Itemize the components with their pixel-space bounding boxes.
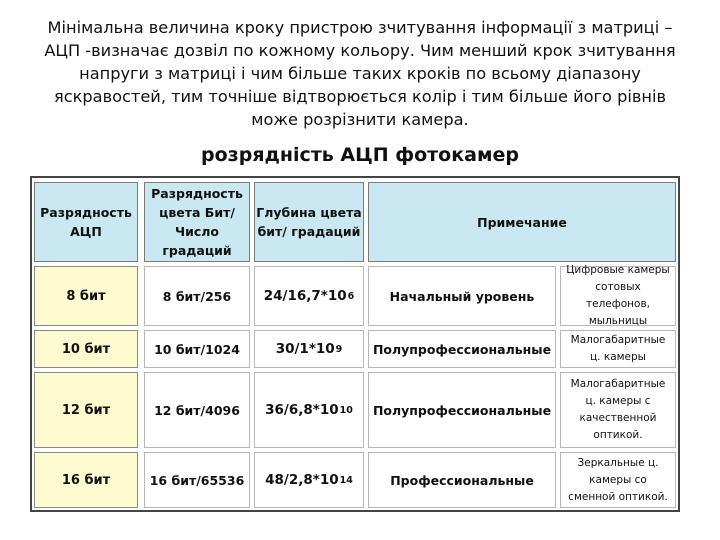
intro-paragraph: Мінімальна величина кроку пристрою зчитування інформації з матриці – АЦП -визначає дозвіл по кожному кольору. Чим менший крок зчитування напруги з матриці і чим більше таких кроків по всьому діапазону яскравостей, тим точніше відтворюється колір і тим більше його рівнів може розрізнити камера. — [44, 18, 676, 129]
table-row-2-adc: 10 бит — [34, 330, 138, 368]
table-row-2-depth-exp: 9 — [335, 343, 343, 355]
header-color-bits: Разрядность цвета Бит/Число градаций — [144, 182, 250, 262]
header-adc: Разрядность АЦП — [34, 182, 138, 262]
table-row-2-color: 10 бит/1024 — [144, 330, 250, 368]
table-row-2-note: Малогабаритные ц. камеры — [560, 330, 676, 368]
table-row-4-adc: 16 бит — [34, 452, 138, 508]
table-row-1-note: Цифровые камеры сотовых телефонов, мыльницы — [560, 266, 676, 326]
table-row-4-level: Профессиональные — [368, 452, 556, 508]
table-row-4-color: 16 бит/65536 — [144, 452, 250, 508]
table-row-2-level: Полупрофессиональные — [368, 330, 556, 368]
table-row-4-depth — [254, 452, 364, 508]
table-row-1-level: Начальный уровень — [368, 266, 556, 326]
header-note: Примечание — [368, 182, 676, 262]
adc-table — [30, 176, 680, 512]
table-row-2-depth — [254, 330, 364, 368]
table-row-1-depth-base: 24/16,7*10 — [263, 288, 347, 304]
table-row-4-depth-base: 48/2,8*10 — [265, 472, 339, 488]
table-row-1-color: 8 бит/256 — [144, 266, 250, 326]
header-color-depth: Глубина цвета бит/ градаций — [254, 182, 364, 262]
table-row-1-adc: 8 бит — [34, 266, 138, 326]
table-row-2-depth-base: 30/1*10 — [275, 341, 335, 357]
table-row-1-depth-exp: 6 — [347, 290, 355, 302]
table-row-3-depth-base: 36/6,8*10 — [265, 402, 339, 418]
table-row-4-depth-exp: 14 — [339, 474, 353, 486]
table-row-3-adc: 12 бит — [34, 372, 138, 448]
table-row-1-depth — [254, 266, 364, 326]
table-row-3-color: 12 бит/4096 — [144, 372, 250, 448]
table-row-4-note: Зеркальные ц. камеры со сменной оптикой. — [560, 452, 676, 508]
table-row-3-depth-exp: 10 — [339, 404, 353, 416]
slide-subtitle: розрядність АЦП фотокамер — [201, 144, 519, 166]
table-row-3-note: Малогабаритные ц. камеры с качественной оптикой. — [560, 372, 676, 448]
table-row-3-depth — [254, 372, 364, 448]
table-row-3-level: Полупрофессиональные — [368, 372, 556, 448]
